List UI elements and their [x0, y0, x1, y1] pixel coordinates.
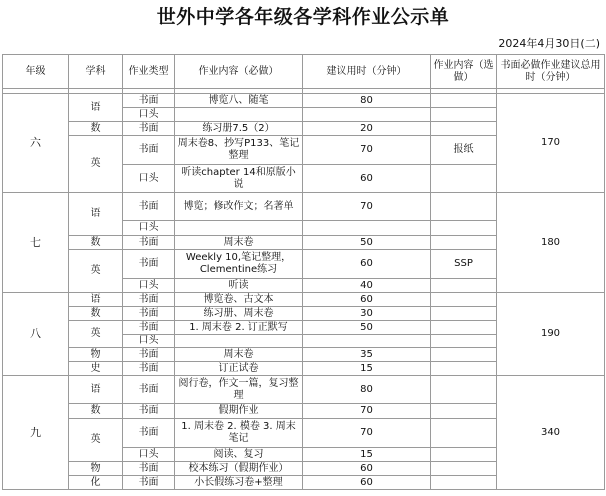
type-cell: 口头 [123, 335, 175, 348]
time-cell: 50 [303, 321, 431, 335]
type-cell: 书面 [123, 193, 175, 221]
time-cell: 50 [303, 236, 431, 250]
subject-cell: 语 [69, 94, 123, 122]
grade-cell: 七 [3, 193, 69, 293]
total-cell: 340 [497, 376, 605, 490]
optional-cell [431, 348, 497, 362]
type-cell: 书面 [123, 348, 175, 362]
content-cell: 博览八、随笔 [175, 94, 303, 108]
time-cell [303, 108, 431, 122]
content-cell: 博览卷、古文本 [175, 293, 303, 307]
time-cell: 70 [303, 419, 431, 448]
content-cell [175, 108, 303, 122]
type-cell: 书面 [123, 122, 175, 136]
grade-cell: 九 [3, 376, 69, 490]
optional-cell [431, 165, 497, 193]
content-cell: 练习册、周末卷 [175, 307, 303, 321]
type-cell: 书面 [123, 376, 175, 404]
header-content: 作业内容（必做） [175, 55, 303, 89]
content-cell: 听读 [175, 279, 303, 293]
content-cell: 1. 周末卷 2. 订正默写 [175, 321, 303, 335]
optional-cell [431, 221, 497, 236]
content-cell: 练习册7.5（2） [175, 122, 303, 136]
content-cell: 订正试卷 [175, 362, 303, 376]
grade-cell: 八 [3, 293, 69, 376]
header-grade: 年级 [3, 55, 69, 89]
time-cell: 60 [303, 476, 431, 490]
content-cell: 阅行卷，作文一篇，复习整理 [175, 376, 303, 404]
optional-cell [431, 236, 497, 250]
time-cell [303, 335, 431, 348]
sheet-title: 世外中学各年级各学科作业公示单 [156, 6, 450, 28]
time-cell: 35 [303, 348, 431, 362]
optional-cell [431, 108, 497, 122]
header-time: 建议用时（分钟） [303, 55, 431, 89]
type-cell: 书面 [123, 94, 175, 108]
sheet-date: 2024年4月30日(二) [498, 37, 600, 50]
optional-cell [431, 279, 497, 293]
time-cell: 70 [303, 193, 431, 221]
optional-cell [431, 321, 497, 335]
subject-cell: 数 [69, 404, 123, 419]
type-cell: 书面 [123, 462, 175, 476]
optional-cell [431, 404, 497, 419]
optional-cell [431, 307, 497, 321]
optional-cell [431, 293, 497, 307]
time-cell [303, 221, 431, 236]
content-cell [175, 221, 303, 236]
content-cell: 假期作业 [175, 404, 303, 419]
total-cell: 190 [497, 293, 605, 376]
type-cell: 书面 [123, 293, 175, 307]
table-row [3, 293, 605, 307]
homework-table [2, 54, 605, 490]
header-total: 书面必做作业建议总用时（分钟） [497, 55, 605, 89]
subject-cell: 语 [69, 293, 123, 307]
optional-cell [431, 419, 497, 448]
content-cell: 小长假练习卷+整理 [175, 476, 303, 490]
time-cell: 15 [303, 448, 431, 462]
content-cell: 博览；修改作文；名著单 [175, 193, 303, 221]
content-cell: 阅读、复习 [175, 448, 303, 462]
time-cell: 60 [303, 250, 431, 279]
optional-cell [431, 376, 497, 404]
type-cell: 书面 [123, 250, 175, 279]
header-subject: 学科 [69, 55, 123, 89]
optional-cell [431, 448, 497, 462]
time-cell: 60 [303, 462, 431, 476]
time-cell: 60 [303, 293, 431, 307]
content-cell: 听读chapter 14和原版小说 [175, 165, 303, 193]
grade-cell: 六 [3, 94, 69, 193]
type-cell: 书面 [123, 404, 175, 419]
header-optional: 作业内容（选做） [431, 55, 497, 89]
table-row [3, 94, 605, 108]
total-cell: 170 [497, 94, 605, 193]
optional-cell [431, 362, 497, 376]
content-cell: 周末卷 [175, 236, 303, 250]
header-type: 作业类型 [123, 55, 175, 89]
type-cell: 口头 [123, 221, 175, 236]
type-cell: 书面 [123, 321, 175, 335]
subject-cell: 数 [69, 307, 123, 321]
time-cell: 40 [303, 279, 431, 293]
optional-cell [431, 94, 497, 108]
subject-cell: 英 [69, 250, 123, 293]
time-cell: 80 [303, 376, 431, 404]
type-cell: 书面 [123, 476, 175, 490]
header-row [3, 55, 605, 89]
type-cell: 书面 [123, 236, 175, 250]
optional-cell: SSP [431, 250, 497, 279]
type-cell: 书面 [123, 136, 175, 165]
content-cell: 周末卷 [175, 348, 303, 362]
total-cell: 180 [497, 193, 605, 293]
subject-cell: 数 [69, 236, 123, 250]
type-cell: 书面 [123, 362, 175, 376]
time-cell: 60 [303, 165, 431, 193]
type-cell: 口头 [123, 279, 175, 293]
time-cell: 80 [303, 94, 431, 108]
content-cell [175, 335, 303, 348]
type-cell: 口头 [123, 165, 175, 193]
type-cell: 口头 [123, 448, 175, 462]
subject-cell: 数 [69, 122, 123, 136]
type-cell: 书面 [123, 307, 175, 321]
subject-cell: 物 [69, 462, 123, 476]
subject-cell: 化 [69, 476, 123, 490]
optional-cell [431, 462, 497, 476]
time-cell: 70 [303, 136, 431, 165]
subject-cell: 英 [69, 136, 123, 193]
subject-cell: 英 [69, 419, 123, 462]
content-cell: Weekly 10,笔记整理，Clementine练习 [175, 250, 303, 279]
time-cell: 30 [303, 307, 431, 321]
subject-cell: 语 [69, 193, 123, 236]
optional-cell [431, 335, 497, 348]
subject-cell: 史 [69, 362, 123, 376]
content-cell: 1. 周末卷 2. 模卷 3. 周末笔记 [175, 419, 303, 448]
subject-cell: 物 [69, 348, 123, 362]
subject-cell: 语 [69, 376, 123, 404]
optional-cell: 报纸 [431, 136, 497, 165]
type-cell: 口头 [123, 108, 175, 122]
time-cell: 20 [303, 122, 431, 136]
time-cell: 70 [303, 404, 431, 419]
subject-cell: 英 [69, 321, 123, 348]
content-cell: 周末卷8、抄写P133、笔记整理 [175, 136, 303, 165]
table-row [3, 376, 605, 404]
optional-cell [431, 193, 497, 221]
content-cell: 校本练习（假期作业） [175, 462, 303, 476]
time-cell: 15 [303, 362, 431, 376]
table-row [3, 193, 605, 221]
optional-cell [431, 476, 497, 490]
optional-cell [431, 122, 497, 136]
type-cell: 书面 [123, 419, 175, 448]
